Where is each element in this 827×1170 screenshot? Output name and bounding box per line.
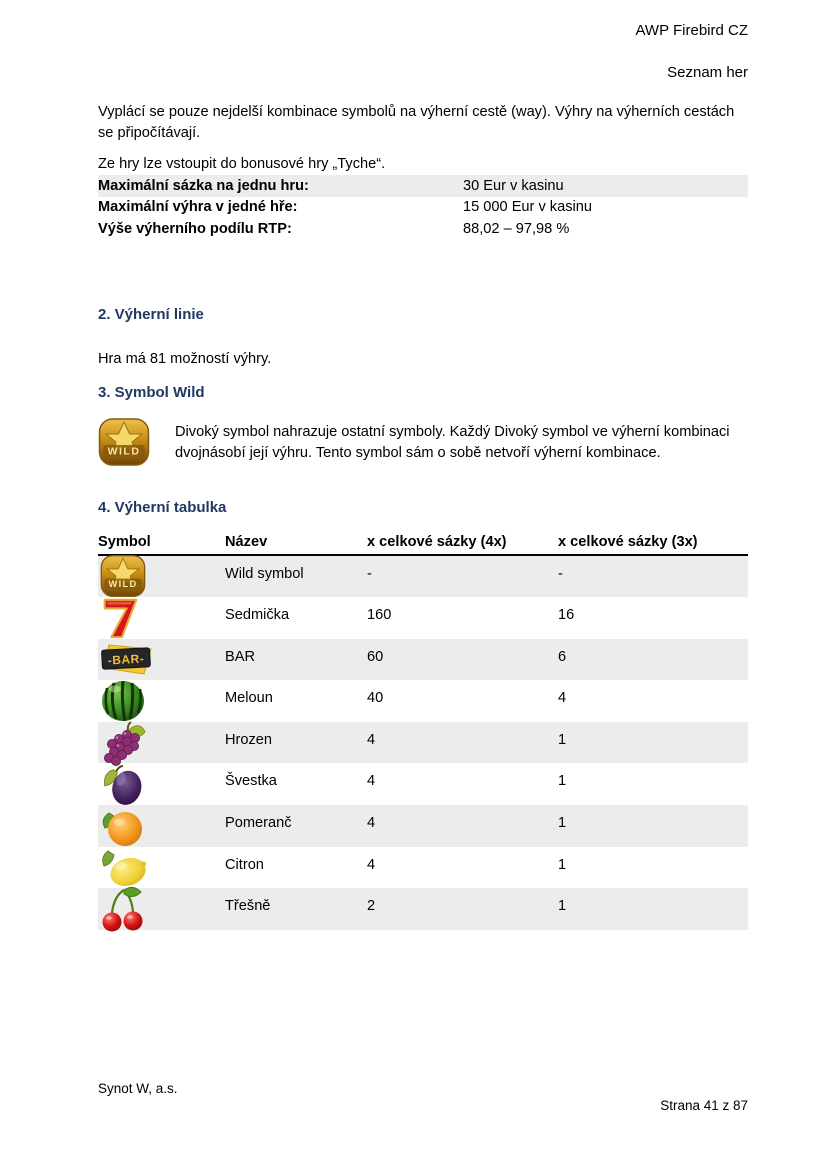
column-header-symbol: Symbol [98, 533, 151, 550]
footer-company: Synot W, a.s. [98, 1081, 178, 1096]
cherries-icon [98, 888, 225, 930]
table-row-bar [98, 639, 748, 681]
limit-value: 30 Eur v kasinu [463, 177, 564, 194]
section-heading-win-lines: 2. Výherní linie [98, 305, 204, 323]
bet-3x-value: 16 [558, 607, 575, 624]
pay-table [98, 533, 748, 930]
bet-4x-value: 60 [367, 648, 384, 665]
bet-4x-value: 4 [367, 856, 376, 873]
symbol-name: Třešně [225, 898, 271, 915]
limit-label: Výše výherního podílu RTP: [98, 220, 292, 237]
plum-icon [98, 763, 225, 805]
symbol-name: Pomeranč [225, 815, 292, 832]
column-header-bet-3x: x celkové sázky (3x) [558, 533, 698, 550]
footer-page-number: Strana 41 z 87 [660, 1098, 748, 1113]
document-subtitle: Seznam her [667, 64, 748, 81]
pay-table-header [98, 533, 748, 556]
bet-3x-value: 1 [558, 731, 567, 748]
orange-icon [98, 805, 225, 847]
limit-row-max-win [98, 197, 748, 219]
bet-3x-value: - [558, 565, 563, 582]
seven-icon [98, 597, 225, 639]
bet-3x-value: 1 [558, 773, 567, 790]
bet-4x-value: 40 [367, 690, 384, 707]
symbol-name: Wild symbol [225, 565, 304, 582]
table-row-orange [98, 805, 748, 847]
bet-3x-value: 4 [558, 690, 567, 707]
table-row-cherries [98, 888, 748, 930]
section-heading-pay-table: 4. Výherní tabulka [98, 498, 227, 516]
bet-4x-value: 4 [367, 731, 376, 748]
document-title: AWP Firebird CZ [635, 22, 748, 39]
wild-symbol-text: Divoký symbol nahrazuje ostatní symboly. Každý Divoký symbol ve výherní kombinaci dvojnásobí její výhru. Tento symbol sám o sobě netvoří výherní kombinace. [175, 423, 730, 461]
bet-3x-value: 1 [558, 898, 567, 915]
grapes-icon [98, 722, 225, 764]
wild-symbol-icon [98, 556, 225, 598]
lemon-icon [98, 847, 225, 889]
bet-4x-value: 2 [367, 898, 376, 915]
table-row-melon [98, 680, 748, 722]
bet-4x-value: 4 [367, 815, 376, 832]
bet-3x-value: 6 [558, 648, 567, 665]
table-row-seven [98, 597, 748, 639]
bonus-note: Ze hry lze vstoupit do bonusové hry „Tyche“. [98, 156, 386, 172]
symbol-name: Meloun [225, 690, 273, 707]
symbol-name: Švestka [225, 773, 277, 790]
table-row-grapes [98, 722, 748, 764]
limit-row-rtp [98, 218, 748, 240]
watermelon-icon [98, 680, 225, 722]
svg-text:WILD: WILD [108, 579, 138, 590]
symbol-name: Citron [225, 856, 264, 873]
table-row-plum [98, 763, 748, 805]
bet-4x-value: 160 [367, 607, 392, 624]
game-limits-table [98, 175, 748, 240]
bet-3x-value: 1 [558, 815, 567, 832]
symbol-name: Sedmička [225, 607, 290, 624]
limit-label: Maximální sázka na jednu hru: [98, 177, 309, 194]
limit-value: 15 000 Eur v kasinu [463, 199, 592, 216]
column-header-name: Název [225, 533, 268, 550]
svg-text:WILD: WILD [107, 445, 141, 457]
symbol-name: BAR [225, 648, 256, 665]
bet-4x-value: 4 [367, 773, 376, 790]
symbol-name: Hrozen [225, 731, 273, 748]
section-heading-wild: 3. Symbol Wild [98, 383, 205, 401]
svg-text:-BAR-: -BAR- [107, 652, 145, 668]
wild-symbol-icon [98, 418, 150, 466]
bet-3x-value: 1 [558, 856, 567, 873]
intro-paragraph: Vyplácí se pouze nejdelší kombinace symbolů na výherní cestě (way). Výhry na výherních cestách se připočítávají. [98, 104, 735, 141]
bet-4x-value: - [367, 565, 372, 582]
column-header-bet-4x: x celkové sázky (4x) [367, 533, 507, 550]
limit-label: Maximální výhra v jedné hře: [98, 199, 298, 216]
bar-icon [98, 639, 225, 681]
limit-row-max-bet [98, 175, 748, 197]
table-row-lemon [98, 847, 748, 889]
wild-symbol-block [98, 418, 748, 466]
limit-value: 88,02 – 97,98 % [463, 220, 570, 237]
table-row-wild [98, 556, 748, 598]
win-lines-text: Hra má 81 možností výhry. [98, 350, 272, 367]
